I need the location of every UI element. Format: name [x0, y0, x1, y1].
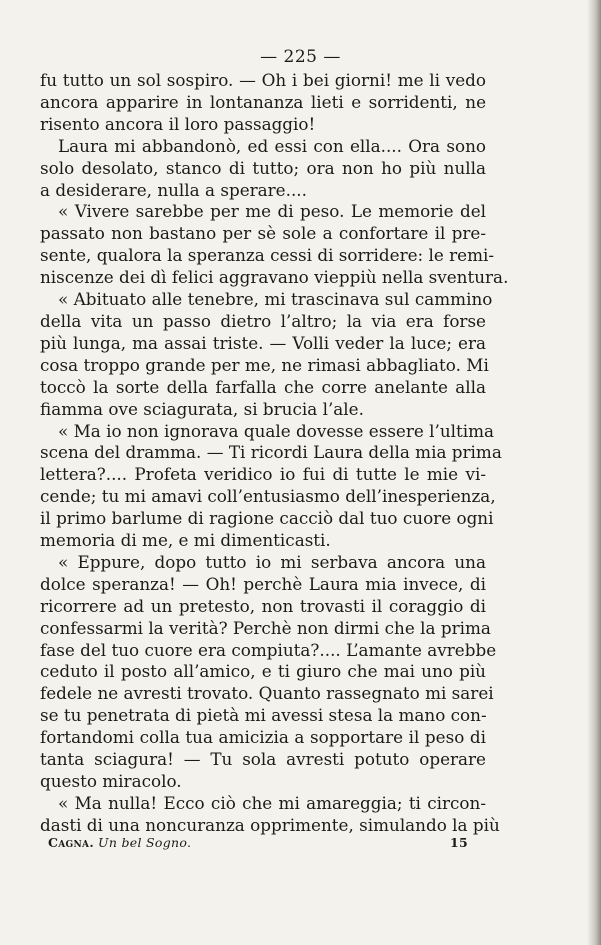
- text-line: fu tutto un sol sospiro. — Oh i bei giorni! me li vedo: [40, 70, 486, 90]
- page-edge-shadow: [587, 0, 601, 945]
- text-line: più lunga, ma assai triste. — Volli veder la luce; era: [40, 332, 486, 353]
- text-line: Laura mi abbandonò, ed essi con ella.... Ora sono: [58, 135, 486, 156]
- text-line: tanta sciagura! — Tu sola avresti potuto operare: [40, 749, 486, 770]
- text-line: niscenze dei dì felici aggravano vieppiù nella sventura.: [40, 267, 509, 288]
- text-line: ancora apparire in lontananza lieti e sorridenti, ne: [40, 91, 486, 112]
- text-line: fortandomi colla tua amicizia a sopportare il peso di: [40, 727, 486, 748]
- text-line: lettera?.... Profeta veridico io fui di tutte le mie vi-: [40, 464, 486, 485]
- text-line: risento ancora il loro passaggio!: [40, 113, 316, 134]
- text-line: scena del dramma. — Ti ricordi Laura della mia prima: [40, 442, 502, 463]
- text-line: fedele ne avresti trovato. Quanto rassegnato mi sarei: [40, 683, 494, 704]
- text-line: cende; tu mi amavi coll’entusiasmo dell’inesperienza,: [40, 486, 496, 507]
- text-line: ricorrere ad un pretesto, non trovasti il coraggio di: [40, 595, 486, 616]
- text-line: « Ma nulla! Ecco ciò che mi amareggia; ti circon-: [58, 792, 486, 813]
- text-line: « Vivere sarebbe per me di peso. Le memorie del: [58, 201, 486, 222]
- text-line: confessarmi la verità? Perchè non dirmi che la prima: [40, 617, 491, 638]
- text-line: sente, qualora la speranza cessi di sorridere: le remi-: [40, 245, 495, 266]
- text-line: dolce speranza! — Oh! perchè Laura mia invece, di: [40, 573, 486, 594]
- page-footer: [48, 835, 468, 850]
- text-line: se tu penetrata di pietà mi avessi stesa la mano con-: [40, 705, 487, 726]
- page-number: — 225 —: [260, 47, 341, 67]
- text-line: questo miracolo.: [40, 771, 182, 791]
- text-line: toccò la sorte della farfalla che corre anelante alla: [40, 376, 486, 397]
- text-line: ceduto il posto all’amico, e ti giuro che mai uno più: [40, 661, 486, 682]
- text-line: fiamma ove sciagurata, si brucia l’ale.: [40, 398, 364, 419]
- body-text: [40, 70, 509, 837]
- text-line: fase del tuo cuore era compiuta?.... L’amante avrebbe: [40, 639, 497, 660]
- text-line: a desiderare, nulla a sperare....: [40, 179, 307, 200]
- text-line: passato non bastano per sè sole a confortare il pre-: [40, 223, 486, 244]
- footer-title: Un bel Sogno.: [97, 835, 192, 850]
- footer-signature-mark: 15: [450, 835, 468, 850]
- text-line: cosa troppo grande per me, ne rimasi abbagliato. Mi: [40, 354, 489, 375]
- text-line: dasti di una noncuranza opprimente, simulando la più: [40, 814, 500, 835]
- text-line: memoria di me, e mi dimenticasti.: [40, 530, 331, 551]
- text-line: della vita un passo dietro l’altro; la via era forse: [40, 310, 486, 331]
- text-line: « Ma io non ignorava quale dovesse essere l’ultima: [58, 420, 495, 441]
- text-line: « Abituato alle tenebre, mi trascinava sul cammino: [58, 289, 493, 310]
- footer-author: Cagna.: [48, 835, 94, 850]
- text-line: « Eppure, dopo tutto io mi serbava ancora una: [58, 551, 486, 572]
- text-line: solo desolato, stanco di tutto; ora non ho più nulla: [40, 157, 486, 178]
- text-line: il primo barlume di ragione cacciò dal tuo cuore ogni: [40, 508, 494, 529]
